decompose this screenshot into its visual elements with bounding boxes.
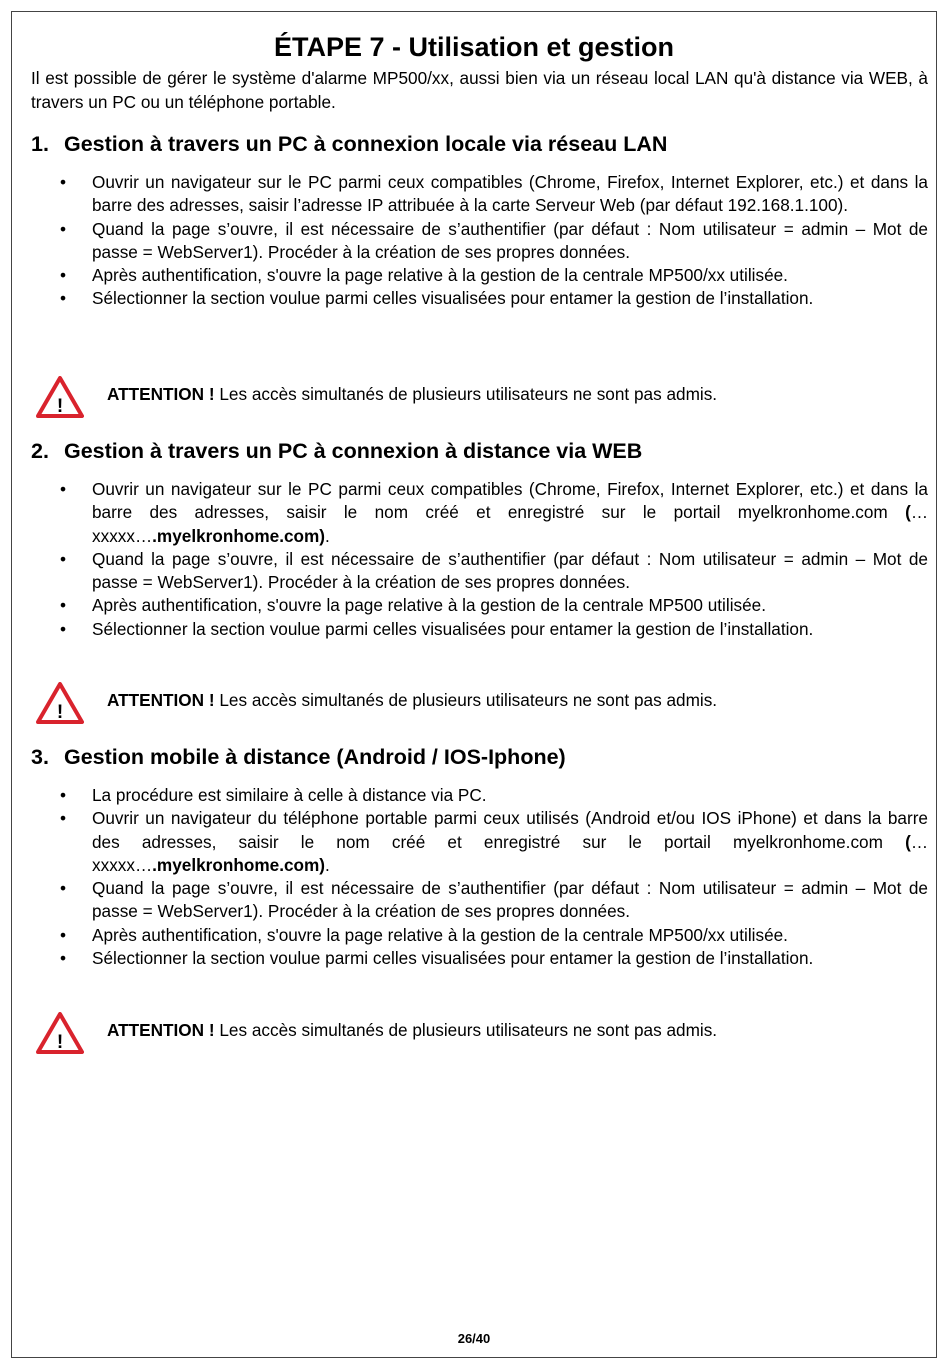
list-item: • Après authentification, s'ouvre la page relative à la gestion de la centrale MP500/xx utilisée. xyxy=(31,924,928,947)
list-item xyxy=(31,478,928,548)
bullet-tail: . xyxy=(325,525,330,546)
warning-triangle-icon xyxy=(36,682,84,724)
warning-notice xyxy=(36,682,928,726)
section-number: 2. xyxy=(31,439,49,463)
list-item: • Quand la page s’ouvre, il est nécessaire de s’authentifier (par défaut : Nom utilisateur = admin – Mot de passe = WebServer1). Procéder à la création de ses propres données. xyxy=(31,218,928,265)
warning-triangle-icon xyxy=(36,376,84,418)
warning-text xyxy=(107,688,717,712)
section-number: 3. xyxy=(31,745,49,769)
warning-text xyxy=(107,382,717,406)
list-item xyxy=(31,807,928,877)
bullet-text: Ouvrir un navigateur du téléphone portable parmi ceux utilisés (Android et/ou IOS iPhone) et dans la barre des adresses, saisir le nom créé et enregistré sur le portail myelkronhome.com xyxy=(92,808,928,852)
warning-triangle-icon xyxy=(36,1012,84,1054)
list-item: • La procédure est similaire à celle à distance via PC. xyxy=(31,784,928,807)
list-item: • Quand la page s’ouvre, il est nécessaire de s’authentifier (par défaut : Nom utilisateur = admin – Mot de passe = WebServer1). Procéder à la création de ses propres données. xyxy=(31,877,928,924)
list-item: • Quand la page s’ouvre, il est nécessaire de s’authentifier (par défaut : Nom utilisateur = admin – Mot de passe = WebServer1). Procéder à la création de ses propres données. xyxy=(31,548,928,595)
list-item: • Sélectionner la section voulue parmi celles visualisées pour entamer la gestion de l’installation. xyxy=(31,947,928,970)
bullet-list xyxy=(31,784,928,970)
section-2 xyxy=(31,437,928,641)
section-title: Gestion mobile à distance (Android / IOS-Iphone) xyxy=(64,745,566,769)
warning-label: ATTENTION ! xyxy=(107,690,215,710)
warning-notice xyxy=(36,1012,928,1056)
warning-message: Les accès simultanés de plusieurs utilisateurs ne sont pas admis. xyxy=(214,690,718,710)
warning-notice xyxy=(36,376,928,420)
bullet-domain: .myelkronhome.com) xyxy=(152,854,326,875)
bullet-paren: ( xyxy=(905,831,911,852)
bullet-placeholder: …xxxxx… xyxy=(92,831,928,875)
list-item: • Sélectionner la section voulue parmi celles visualisées pour entamer la gestion de l’installation. xyxy=(31,287,928,310)
intro-paragraph: Il est possible de gérer le système d'alarme MP500/xx, aussi bien via un réseau local LAN qu'à distance via WEB, à travers un PC ou un téléphone portable. xyxy=(31,68,928,112)
list-item: • Sélectionner la section voulue parmi celles visualisées pour entamer la gestion de l’installation. xyxy=(31,618,928,641)
bullet-tail: . xyxy=(325,854,330,875)
section-heading xyxy=(31,437,928,465)
page-number: 26/40 xyxy=(457,1331,491,1346)
section-heading xyxy=(31,743,928,771)
section-title: Gestion à travers un PC à connexion à distance via WEB xyxy=(64,439,643,463)
bullet-list xyxy=(31,171,928,311)
warning-message: Les accès simultanés de plusieurs utilisateurs ne sont pas admis. xyxy=(214,1020,718,1040)
bullet-placeholder: …xxxxx… xyxy=(92,502,928,546)
bullet-list xyxy=(31,478,928,641)
warning-label: ATTENTION ! xyxy=(107,1020,215,1040)
section-title: Gestion à travers un PC à connexion locale via réseau LAN xyxy=(64,132,668,156)
warning-text xyxy=(107,1018,717,1042)
document-page xyxy=(11,11,937,1358)
list-item: • Après authentification, s'ouvre la page relative à la gestion de la centrale MP500/xx utilisée. xyxy=(31,264,928,287)
list-item: • Ouvrir un navigateur sur le PC parmi ceux compatibles (Chrome, Firefox, Internet Explorer, etc.) et dans la barre des adresses, saisir l’adresse IP attribuée à la carte Serveur Web (par défaut 192.168.1.100). xyxy=(31,171,928,218)
warning-label: ATTENTION ! xyxy=(107,384,215,404)
svg-text:!: ! xyxy=(56,396,64,417)
section-3 xyxy=(31,743,928,970)
bullet-text: Ouvrir un navigateur sur le PC parmi ceux compatibles (Chrome, Firefox, Internet Explorer, etc.) et dans la barre des adresses, saisir le nom créé et enregistré sur le portail myelkronhome.com xyxy=(92,479,928,523)
bullet-paren: ( xyxy=(905,502,911,523)
svg-text:!: ! xyxy=(56,702,64,723)
section-heading xyxy=(31,130,928,158)
page-title: ÉTAPE 7 - Utilisation et gestion xyxy=(273,32,675,62)
list-item: • Après authentification, s'ouvre la page relative à la gestion de la centrale MP500 utilisée. xyxy=(31,594,928,617)
warning-message: Les accès simultanés de plusieurs utilisateurs ne sont pas admis. xyxy=(214,384,718,404)
section-number: 1. xyxy=(31,132,49,156)
section-1 xyxy=(31,130,928,311)
svg-text:!: ! xyxy=(56,1032,64,1053)
bullet-domain: .myelkronhome.com) xyxy=(152,525,326,546)
